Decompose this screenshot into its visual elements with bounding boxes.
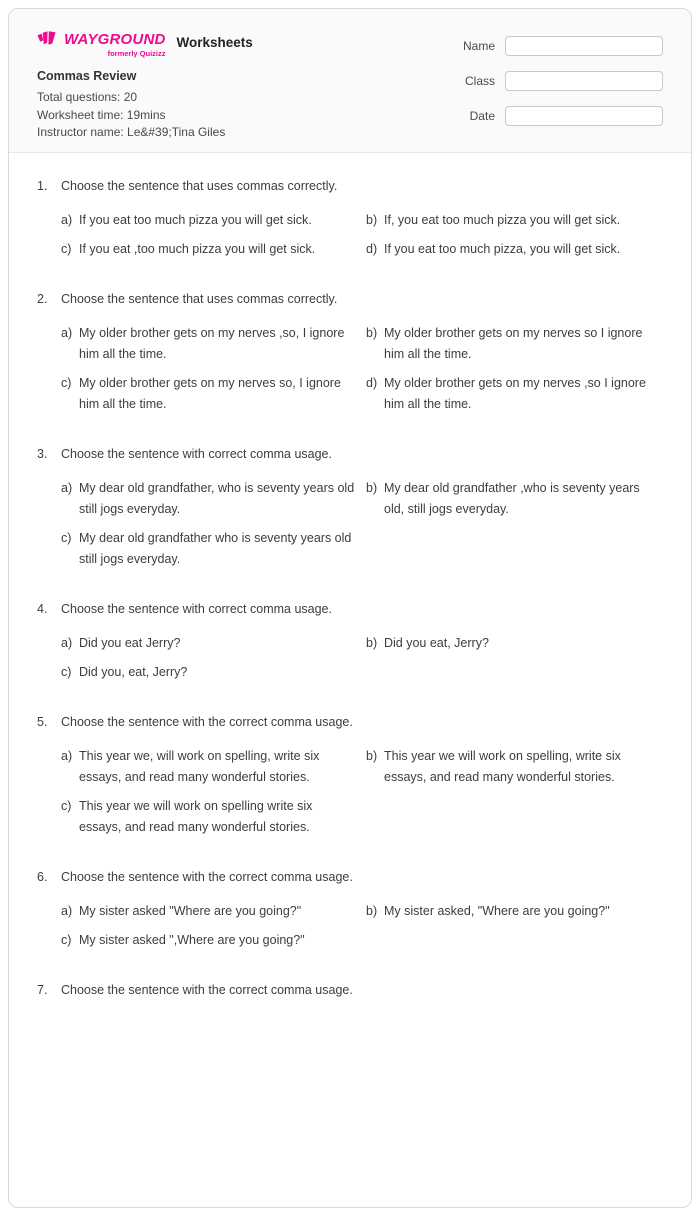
question-number: 6. bbox=[37, 870, 48, 884]
answer-option bbox=[366, 633, 663, 654]
option-text: Did you eat Jerry? bbox=[79, 636, 181, 650]
question-text: Choose the sentence with the correct comma usage. bbox=[61, 715, 353, 729]
option-letter: a) bbox=[61, 636, 73, 650]
option-letter: b) bbox=[366, 749, 378, 763]
student-fields bbox=[463, 31, 663, 138]
option-text: My dear old grandfather who is seventy years old still jogs everyday. bbox=[79, 531, 352, 566]
answer-option bbox=[61, 662, 358, 683]
option-text: My dear old grandfather ,who is seventy years old, still jogs everyday. bbox=[384, 481, 640, 516]
name-label: Name bbox=[462, 39, 495, 53]
answer-option bbox=[61, 239, 358, 260]
question-block bbox=[37, 176, 663, 260]
answer-option bbox=[366, 323, 663, 365]
instructor-name: Instructor name: Le&#39;Tina Giles bbox=[37, 125, 226, 139]
option-text: Did you, eat, Jerry? bbox=[79, 665, 188, 679]
worksheet-header bbox=[9, 9, 691, 153]
option-text: If, you eat too much pizza you will get sick. bbox=[384, 213, 621, 227]
question-text: Choose the sentence with correct comma usage. bbox=[61, 602, 332, 616]
answer-option bbox=[61, 478, 358, 520]
option-text: If you eat too much pizza, you will get sick. bbox=[384, 242, 621, 256]
option-text: This year we will work on spelling write six essays, and read many wonderful stories. bbox=[79, 799, 313, 834]
header-left bbox=[37, 31, 253, 138]
options-grid bbox=[61, 478, 663, 570]
answer-option bbox=[61, 796, 358, 838]
product-title: Worksheets bbox=[176, 35, 253, 50]
answer-option bbox=[366, 901, 663, 922]
question-text: Choose the sentence that uses commas correctly. bbox=[61, 179, 338, 193]
question-block bbox=[37, 599, 663, 683]
answer-option bbox=[61, 901, 358, 922]
answer-option bbox=[61, 528, 358, 570]
question-block bbox=[37, 444, 663, 570]
answer-option bbox=[61, 373, 358, 415]
question-body bbox=[61, 444, 663, 570]
question-body bbox=[61, 980, 663, 1014]
option-text: If you eat ,too much pizza you will get sick. bbox=[79, 242, 316, 256]
question-text: Choose the sentence with correct comma usage. bbox=[61, 447, 332, 461]
option-letter: c) bbox=[61, 242, 72, 256]
option-text: My sister asked "Where are you going?" bbox=[79, 904, 302, 918]
option-text: If you eat too much pizza you will get sick. bbox=[79, 213, 312, 227]
question-body bbox=[61, 599, 663, 683]
option-letter: c) bbox=[61, 799, 72, 813]
question-body bbox=[61, 712, 663, 838]
wayground-wordmark: WAYGROUND bbox=[64, 31, 166, 48]
options-grid bbox=[61, 323, 663, 415]
question-body bbox=[61, 867, 663, 951]
option-text: This year we will work on spelling, write six essays, and read many wonderful stories. bbox=[384, 749, 621, 784]
question-block bbox=[37, 867, 663, 951]
option-letter: b) bbox=[366, 636, 378, 650]
worksheet-time: Worksheet time: 19mins bbox=[37, 107, 166, 122]
option-text: Did you eat, Jerry? bbox=[384, 636, 489, 650]
answer-option bbox=[61, 746, 358, 788]
class-label: Class bbox=[464, 74, 495, 88]
option-text: My older brother gets on my nerves so, I ignore him all the time. bbox=[79, 376, 341, 411]
worksheet-title: Commas Review bbox=[37, 69, 137, 83]
option-text: My older brother gets on my nerves ,so I ignore him all the time. bbox=[384, 376, 646, 411]
option-letter: a) bbox=[61, 749, 73, 763]
answer-option bbox=[61, 930, 358, 951]
question-number: 4. bbox=[37, 602, 48, 616]
question-list bbox=[9, 153, 691, 1083]
options-grid bbox=[61, 746, 663, 838]
option-letter: a) bbox=[61, 481, 73, 495]
logo-text-block bbox=[64, 31, 166, 58]
option-text: My older brother gets on my nerves ,so, I ignore him all the time. bbox=[79, 326, 345, 361]
question-text: Choose the sentence with the correct comma usage. bbox=[61, 983, 353, 997]
answer-option bbox=[366, 746, 663, 788]
option-text: This year we, will work on spelling, write six essays, and read many wonderful stories. bbox=[79, 749, 320, 784]
option-letter: b) bbox=[366, 213, 378, 227]
name-field-row bbox=[463, 36, 663, 56]
option-text: My sister asked, "Where are you going?" bbox=[384, 904, 610, 918]
class-field-row bbox=[463, 71, 663, 91]
question-block bbox=[37, 289, 663, 415]
question-block bbox=[37, 712, 663, 838]
brand-block bbox=[37, 31, 253, 58]
option-letter: d) bbox=[366, 242, 378, 256]
class-input[interactable] bbox=[505, 71, 663, 91]
option-text: My older brother gets on my nerves so I ignore him all the time. bbox=[384, 326, 643, 361]
option-letter: c) bbox=[61, 376, 72, 390]
question-body bbox=[61, 289, 663, 415]
options-grid bbox=[61, 633, 663, 683]
question-block bbox=[37, 980, 663, 1014]
question-number: 2. bbox=[37, 292, 48, 306]
wayground-logo-icon bbox=[37, 31, 57, 48]
date-input[interactable] bbox=[505, 106, 663, 126]
option-letter: c) bbox=[61, 933, 72, 947]
options-grid bbox=[61, 901, 663, 951]
option-letter: d) bbox=[366, 376, 378, 390]
option-letter: b) bbox=[366, 481, 378, 495]
question-number: 7. bbox=[37, 983, 48, 997]
option-letter: a) bbox=[61, 213, 73, 227]
name-input[interactable] bbox=[505, 36, 663, 56]
option-letter: c) bbox=[61, 531, 72, 545]
date-label: Date bbox=[469, 109, 495, 123]
formerly-quizizz-tagline: formerly Quizizz bbox=[107, 49, 166, 58]
options-grid bbox=[61, 210, 663, 260]
answer-option bbox=[61, 323, 358, 365]
option-letter: b) bbox=[366, 904, 378, 918]
option-letter: c) bbox=[61, 665, 72, 679]
answer-option bbox=[366, 373, 663, 415]
answer-option bbox=[61, 210, 358, 231]
total-questions: Total questions: 20 bbox=[37, 90, 138, 104]
answer-option bbox=[366, 210, 663, 231]
question-text: Choose the sentence that uses commas correctly. bbox=[61, 292, 338, 306]
worksheet-card bbox=[8, 8, 692, 1208]
worksheet-meta bbox=[37, 69, 253, 138]
date-field-row bbox=[463, 106, 663, 126]
option-letter: b) bbox=[366, 326, 378, 340]
option-letter: a) bbox=[61, 326, 73, 340]
question-text: Choose the sentence with the correct comma usage. bbox=[61, 870, 353, 884]
option-text: My dear old grandfather, who is seventy years old still jogs everyday. bbox=[79, 481, 355, 516]
question-number: 3. bbox=[37, 447, 48, 461]
question-body bbox=[61, 176, 663, 260]
answer-option bbox=[61, 633, 358, 654]
question-number: 5. bbox=[37, 715, 48, 729]
answer-option bbox=[366, 239, 663, 260]
answer-option bbox=[366, 478, 663, 520]
question-number: 1. bbox=[37, 179, 48, 193]
option-letter: a) bbox=[61, 904, 73, 918]
option-text: My sister asked ",Where are you going?" bbox=[79, 933, 305, 947]
